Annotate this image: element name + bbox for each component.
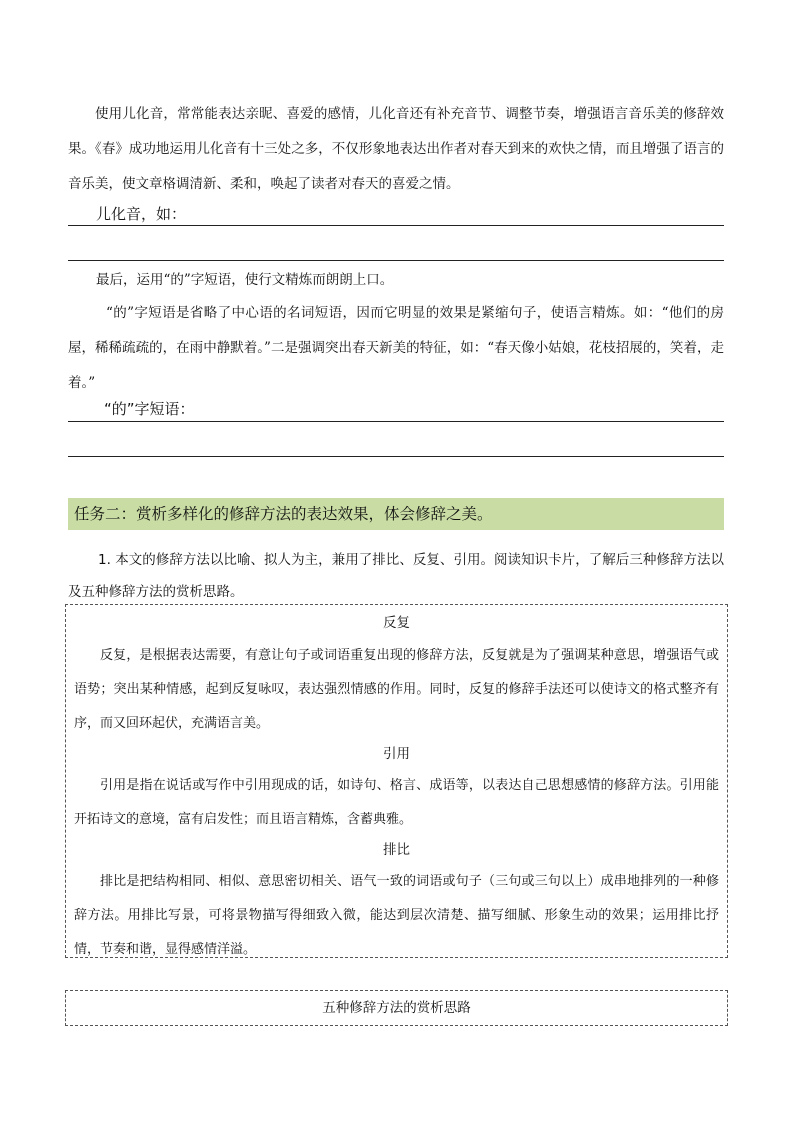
de-phrase-lead: 最后，运用“的”字短语，使行文精炼而朗朗上口。 bbox=[96, 272, 394, 288]
parallelism-title: 排比 bbox=[383, 842, 410, 858]
de-phrase-label: “的”字短语： bbox=[104, 400, 195, 418]
knowledge-card bbox=[65, 604, 728, 958]
quotation-text: 引用是指在说话或写作中引用现成的话，如诗句、格言、成语等，以表达自己思想感情的修辞方法。引用能开拓诗文的意境，富有启发性；而且语言精炼，含蓄典雅。 bbox=[74, 778, 719, 827]
task2-item-1: 1. 本文的修辞方法以比喻、拟人为主，兼用了排比、反复、引用。阅读知识卡片，了解后三种修辞方法以及五种修辞方法的赏析思路。 bbox=[68, 552, 724, 600]
answer-line-4[interactable] bbox=[68, 456, 724, 457]
appreciation-approach-box bbox=[65, 990, 728, 1026]
answer-line-3[interactable] bbox=[68, 421, 724, 422]
de-phrase-paragraph: “的”字短语是省略了中心语的名词短语，因而它明显的效果是紧缩句子，使语言精炼。如：“他们的房屋，稀稀疏疏的，在雨中静默着。”二是强调突出春天新美的特征，如：“春天像小姑娘，花枝招展的，笑着，走着。” bbox=[68, 305, 724, 391]
quotation-title: 引用 bbox=[383, 746, 410, 762]
answer-line-2[interactable] bbox=[68, 260, 724, 261]
parallelism-text: 排比是把结构相同、相似、意思密切相关、语气一致的词语或句子（三句或三句以上）成串地排列的一种修辞方法。用排比写景，可将景物描写得细致入微，能达到层次清楚、描写细腻、形象生动的效果；运用排比抒情，节奏和谐，显得感情洋溢。 bbox=[74, 874, 719, 957]
er-intro-paragraph: 使用儿化音，常常能表达亲昵、喜爱的感情，儿化音还有补充音节、调整节奏，增强语言音乐美的修辞效果。《春》成功地运用儿化音有十三处之多，不仅形象地表达出作者对春天到来的欢快之情，而且增强了语言的音乐美，使文章格调清新、柔和，唤起了读者对春天的喜爱之情。 bbox=[68, 106, 724, 192]
repetition-title: 反复 bbox=[383, 615, 410, 631]
appreciation-approach-title: 五种修辞方法的赏析思路 bbox=[322, 1000, 471, 1016]
er-label: 儿化音，如： bbox=[96, 205, 187, 223]
repetition-text: 反复，是根据表达需要，有意让句子或词语重复出现的修辞方法，反复就是为了强调某种意思，增强语气或语势；突出某种情感，起到反复咏叹，表达强烈情感的作用。同时，反复的修辞手法还可以使诗文的格式整齐有序，而又回环起伏，充满语言美。 bbox=[74, 648, 719, 731]
answer-line-1[interactable] bbox=[68, 225, 724, 226]
task2-heading: 任务二：赏析多样化的修辞方法的表达效果，体会修辞之美。 bbox=[68, 498, 724, 530]
